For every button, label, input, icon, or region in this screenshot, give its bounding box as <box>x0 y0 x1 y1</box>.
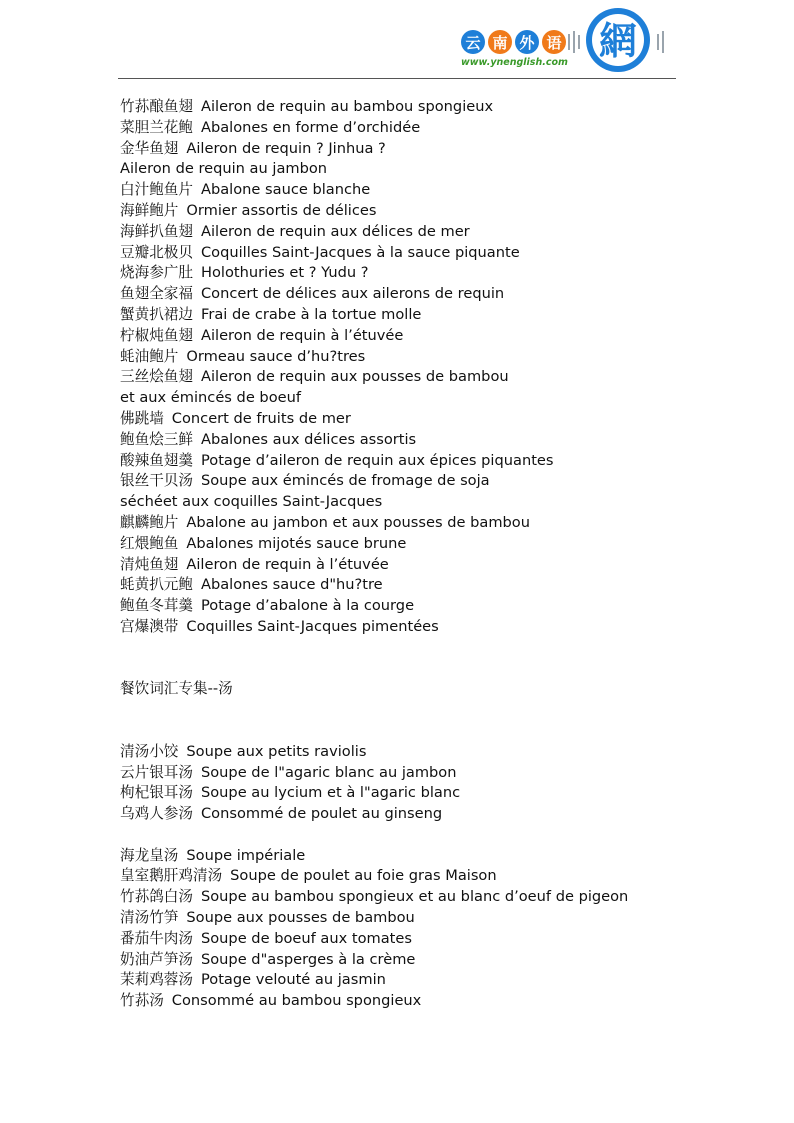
entry-french: Coquilles Saint-Jacques pimentées <box>186 617 439 635</box>
entry-chinese: 蚝油鲍片 <box>120 347 179 365</box>
menu-entry <box>120 866 740 887</box>
entry-french: Coquilles Saint-Jacques à la sauce piquante <box>200 243 520 261</box>
spacer <box>120 721 740 742</box>
entry-french: Holothuries et ? Yudu ? <box>200 264 369 282</box>
entry-chinese: 海鲜扒鱼翅 <box>120 222 193 240</box>
entry-french: Soupe impériale <box>186 846 306 864</box>
menu-entry <box>120 305 740 326</box>
page-header <box>0 0 794 80</box>
menu-entry <box>120 846 740 867</box>
logo-url-text: www.ynenglish.com <box>461 57 568 68</box>
entry-french: séchéet aux coquilles Saint-Jacques <box>120 493 383 511</box>
menu-entry <box>120 139 740 160</box>
entry-french: et aux émincés de boeuf <box>120 389 301 407</box>
menu-entry <box>120 159 740 180</box>
section-dishes <box>120 97 740 638</box>
menu-entry <box>120 887 740 908</box>
menu-entry <box>120 908 740 929</box>
entry-french: Aileron de requin ? Jinhua ? <box>186 139 386 157</box>
menu-entry <box>120 243 740 264</box>
menu-entry <box>120 326 740 347</box>
menu-entry <box>120 929 740 950</box>
entry-french: Soupe au bambou spongieux et au blanc d’oeuf de pigeon <box>200 888 629 906</box>
menu-entry <box>120 388 740 409</box>
menu-entry <box>120 471 740 492</box>
entry-chinese: 清汤竹笋 <box>120 909 179 927</box>
menu-entry <box>120 763 740 784</box>
entry-french: Consommé au bambou spongieux <box>171 992 422 1010</box>
menu-entry <box>120 409 740 430</box>
entry-french: Potage velouté au jasmin <box>200 971 386 989</box>
entry-chinese: 蟹黄扒裙边 <box>120 305 193 323</box>
entry-french: Soupe aux émincés de fromage de soja <box>200 472 490 490</box>
entry-chinese: 鱼翅全家福 <box>120 285 193 303</box>
entry-french: Aileron de requin au bambou spongieux <box>200 98 494 115</box>
entry-french: Abalone sauce blanche <box>200 181 371 199</box>
menu-entry <box>120 513 740 534</box>
menu-entry <box>120 118 740 139</box>
menu-entry <box>120 970 740 991</box>
entry-chinese: 海鲜鲍片 <box>120 201 179 219</box>
menu-entry <box>120 617 740 638</box>
entry-french: Soupe de poulet au foie gras Maison <box>230 867 497 885</box>
entry-french: Frai de crabe à la tortue molle <box>200 305 422 323</box>
entry-chinese: 豆瓣北极贝 <box>120 243 193 261</box>
entry-chinese: 酸辣鱼翅羹 <box>120 451 193 469</box>
menu-entry <box>120 555 740 576</box>
entry-french: Abalones sauce d"hu?tre <box>200 576 383 594</box>
entry-chinese: 烧海参广肚 <box>120 264 193 282</box>
menu-entry <box>120 367 740 388</box>
menu-entry <box>120 284 740 305</box>
menu-entry <box>120 492 740 513</box>
logo-char: 南 <box>492 34 508 52</box>
entry-chinese: 白汁鲍鱼片 <box>120 181 193 199</box>
entry-french: Abalones en forme d’orchidée <box>200 118 421 136</box>
entry-french: Consommé de poulet au ginseng <box>200 805 443 823</box>
spacer <box>120 638 740 659</box>
section-soup-group-1 <box>120 742 740 825</box>
entry-french: Potage d’abalone à la courge <box>200 597 415 615</box>
entry-french: Aileron de requin à l’étuvée <box>200 326 404 344</box>
entry-chinese: 银丝干贝汤 <box>120 472 193 490</box>
site-logo <box>455 4 670 76</box>
logo-char: 云 <box>465 34 481 52</box>
entry-french: Soupe d"asperges à la crème <box>200 950 416 968</box>
menu-entry <box>120 347 740 368</box>
section-title-soup: 餐饮词汇专集--汤 <box>120 680 233 698</box>
menu-entry <box>120 991 740 1012</box>
entry-chinese: 奶油芦笋汤 <box>120 950 193 968</box>
menu-entry <box>120 950 740 971</box>
entry-chinese: 三丝烩鱼翅 <box>120 368 193 386</box>
menu-entry <box>120 534 740 555</box>
spacer <box>120 825 740 846</box>
entry-chinese: 番茄牛肉汤 <box>120 929 193 947</box>
entry-french: Aileron de requin à l’étuvée <box>186 555 389 573</box>
document-body <box>120 97 740 1012</box>
entry-chinese: 海龙皇汤 <box>120 846 179 864</box>
menu-entry <box>120 575 740 596</box>
logo-char: 语 <box>546 34 562 52</box>
entry-french: Aileron de requin au jambon <box>120 160 328 178</box>
menu-entry <box>120 596 740 617</box>
menu-entry <box>120 97 740 118</box>
menu-entry <box>120 430 740 451</box>
entry-french: Potage d’aileron de requin aux épices piquantes <box>200 451 554 469</box>
entry-french: Soupe aux pousses de bambou <box>186 909 415 927</box>
menu-entry <box>120 222 740 243</box>
entry-chinese: 金华鱼翅 <box>120 139 179 157</box>
entry-french: Concert de fruits de mer <box>171 409 351 427</box>
entry-french: Soupe de l"agaric blanc au jambon <box>200 763 457 781</box>
entry-chinese: 茉莉鸡蓉汤 <box>120 971 193 989</box>
menu-entry <box>120 180 740 201</box>
entry-chinese: 清汤小饺 <box>120 742 179 760</box>
entry-french: Ormier assortis de délices <box>186 201 377 219</box>
entry-chinese: 皇室鹅肝鸡清汤 <box>120 867 223 885</box>
entry-french: Abalone au jambon et aux pousses de bambou <box>186 513 530 531</box>
entry-chinese: 柠椒炖鱼翅 <box>120 326 193 344</box>
entry-chinese: 乌鸡人参汤 <box>120 805 193 823</box>
menu-entry <box>120 263 740 284</box>
entry-chinese: 佛跳墙 <box>120 409 164 427</box>
entry-chinese: 菜胆兰花鲍 <box>120 118 193 136</box>
section-soup-group-2 <box>120 846 740 1012</box>
menu-entry <box>120 451 740 472</box>
menu-entry <box>120 742 740 763</box>
spacer <box>120 700 740 721</box>
entry-french: Abalones aux délices assortis <box>200 430 417 448</box>
entry-chinese: 枸杞银耳汤 <box>120 784 193 802</box>
menu-entry <box>120 804 740 825</box>
entry-french: Aileron de requin aux délices de mer <box>200 222 470 240</box>
entry-chinese: 鲍鱼冬茸羹 <box>120 597 193 615</box>
entry-chinese: 红煨鲍鱼 <box>120 534 179 552</box>
entry-chinese: 竹荪鸽白汤 <box>120 888 193 906</box>
entry-french: Ormeau sauce d’hu?tres <box>186 347 366 365</box>
entry-chinese: 竹荪酿鱼翅 <box>120 98 193 115</box>
menu-entry <box>120 201 740 222</box>
entry-french: Soupe de boeuf aux tomates <box>200 929 412 947</box>
entry-french: Soupe aux petits raviolis <box>186 742 367 760</box>
entry-chinese: 宫爆澳带 <box>120 617 179 635</box>
header-divider <box>118 78 676 79</box>
spacer <box>120 659 740 680</box>
menu-entry <box>120 783 740 804</box>
entry-french: Soupe au lycium et à l"agaric blanc <box>200 784 461 802</box>
entry-french: Abalones mijotés sauce brune <box>186 534 407 552</box>
entry-french: Concert de délices aux ailerons de requin <box>200 285 505 303</box>
entry-chinese: 鲍鱼烩三鲜 <box>120 430 193 448</box>
entry-french: Aileron de requin aux pousses de bambou <box>200 368 509 386</box>
logo-char: 外 <box>519 34 535 52</box>
logo-big-char: 網 <box>598 19 638 63</box>
entry-chinese: 麒麟鲍片 <box>120 513 179 531</box>
entry-chinese: 竹荪汤 <box>120 992 164 1010</box>
entry-chinese: 蚝黄扒元鲍 <box>120 576 193 594</box>
entry-chinese: 清炖鱼翅 <box>120 555 179 573</box>
entry-chinese: 云片银耳汤 <box>120 763 193 781</box>
